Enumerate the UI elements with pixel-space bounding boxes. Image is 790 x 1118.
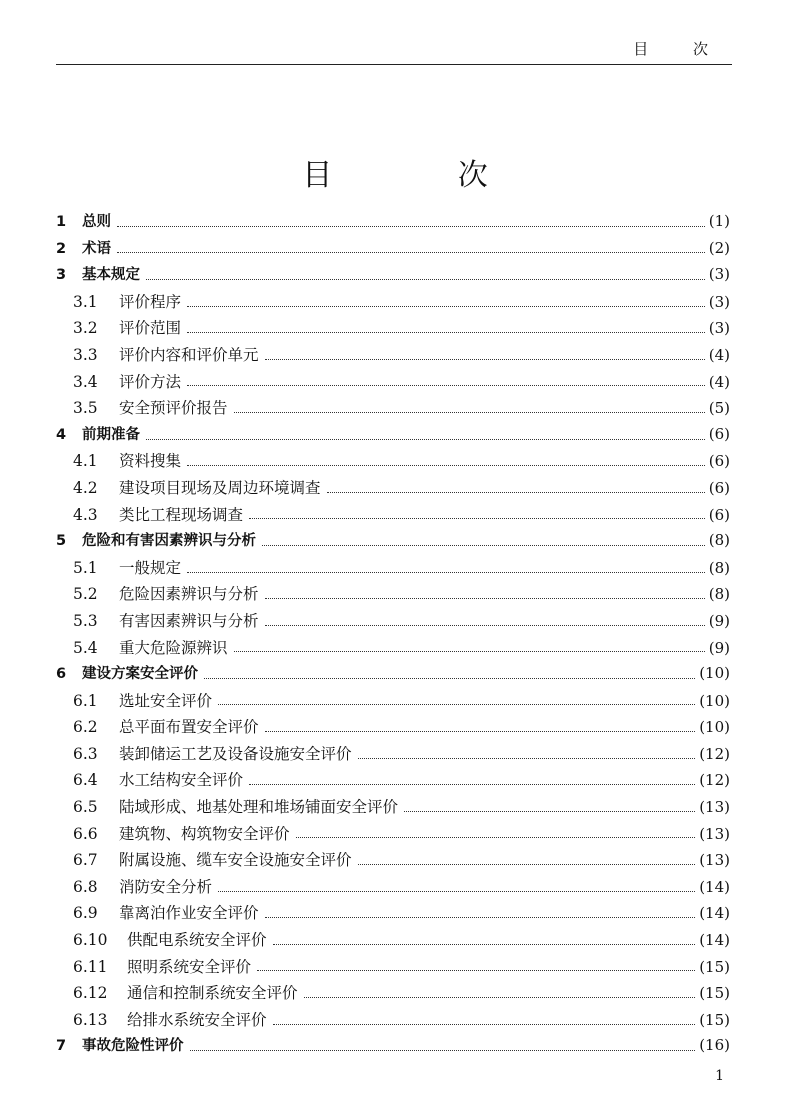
toc-entry-page: (14) <box>699 904 730 923</box>
toc-entry[interactable] <box>56 662 730 689</box>
toc-entry-page: (9) <box>708 638 730 657</box>
toc-entry-number: 3.3 <box>73 345 98 364</box>
toc-entry-page: (8) <box>708 585 730 604</box>
toc-entry-page: (13) <box>699 824 730 843</box>
toc-entry-page: (5) <box>708 399 730 418</box>
toc-entry-number: 6.13 <box>73 1010 108 1029</box>
toc-entry[interactable] <box>56 848 730 875</box>
toc-entry[interactable] <box>56 742 730 769</box>
toc-entry[interactable] <box>56 955 730 982</box>
toc-entry-number: 6.3 <box>73 744 98 763</box>
toc-entry-number: 6.7 <box>73 851 98 870</box>
toc-entry-label: 总则 <box>82 214 111 230</box>
dot-leader <box>265 731 696 732</box>
dot-leader <box>234 651 705 652</box>
toc-entry-page: (8) <box>708 558 730 577</box>
toc-entry[interactable] <box>56 1034 730 1061</box>
table-of-contents <box>56 210 730 1061</box>
toc-entry-page: (6) <box>708 424 730 443</box>
dot-leader <box>190 1050 696 1051</box>
toc-entry-page: (14) <box>699 931 730 950</box>
dot-leader <box>265 359 705 360</box>
toc-entry[interactable] <box>56 476 730 503</box>
toc-entry-label: 水工结构安全评价 <box>119 771 244 790</box>
toc-entry-number: 6.1 <box>73 691 98 710</box>
toc-entry-page: (13) <box>699 798 730 817</box>
toc-entry-label: 装卸储运工艺及设备设施安全评价 <box>119 744 352 763</box>
dot-leader <box>273 1024 696 1025</box>
toc-entry-label: 基本规定 <box>82 267 140 284</box>
toc-entry-page: (16) <box>699 1036 730 1055</box>
toc-entry-number: 2 <box>56 240 67 257</box>
dot-leader <box>146 279 705 280</box>
dot-leader <box>262 545 705 546</box>
toc-entry-page: (6) <box>708 478 730 497</box>
toc-entry-label: 评价程序 <box>119 292 182 311</box>
toc-entry[interactable] <box>56 609 730 636</box>
toc-entry-page: (1) <box>708 212 730 230</box>
header-rule <box>56 64 732 65</box>
dot-leader <box>265 598 705 599</box>
toc-entry-number: 3.5 <box>73 399 98 418</box>
toc-entry-number: 3 <box>56 267 67 284</box>
toc-entry-number: 6.5 <box>73 798 98 817</box>
toc-entry-label: 重大危险源辨识 <box>119 638 228 657</box>
toc-entry[interactable] <box>56 290 730 317</box>
toc-entry-number: 4.2 <box>73 478 98 497</box>
toc-entry-page: (15) <box>699 957 730 976</box>
toc-entry-page: (12) <box>699 771 730 790</box>
page-title: 目 次 <box>302 158 546 193</box>
dot-leader <box>273 944 696 945</box>
dot-leader <box>218 704 695 705</box>
dot-leader <box>404 811 695 812</box>
dot-leader <box>187 385 705 386</box>
toc-entry-label: 危险因素辨识与分析 <box>119 585 259 604</box>
toc-entry-page: (15) <box>699 1010 730 1029</box>
toc-entry-page: (6) <box>708 505 730 524</box>
toc-entry-page: (15) <box>699 984 730 1003</box>
toc-entry-number: 5.1 <box>73 558 98 577</box>
toc-entry-label: 选址安全评价 <box>119 691 213 710</box>
toc-entry-page: (3) <box>708 292 730 311</box>
dot-leader <box>249 784 695 785</box>
toc-entry-label: 危险和有害因素辨识与分析 <box>82 533 256 550</box>
page-number: 1 <box>715 1068 724 1084</box>
toc-entry-label: 一般规定 <box>119 558 182 577</box>
toc-entry-label: 建筑物、构筑物安全评价 <box>119 824 290 843</box>
toc-entry-number: 6.4 <box>73 771 98 790</box>
toc-entry-label: 照明系统安全评价 <box>127 957 252 976</box>
toc-entry[interactable] <box>56 449 730 476</box>
toc-entry[interactable] <box>56 503 730 530</box>
dot-leader <box>358 864 696 865</box>
dot-leader <box>117 226 705 227</box>
toc-entry[interactable] <box>56 556 730 583</box>
toc-entry-number: 6.9 <box>73 904 98 923</box>
toc-entry[interactable] <box>56 875 730 902</box>
toc-entry[interactable] <box>56 928 730 955</box>
toc-entry[interactable] <box>56 636 730 663</box>
toc-entry[interactable] <box>56 210 730 237</box>
toc-entry-label: 资料搜集 <box>119 452 182 471</box>
toc-entry-label: 类比工程现场调查 <box>119 505 244 524</box>
dot-leader <box>304 997 696 998</box>
toc-entry-number: 6.8 <box>73 877 98 896</box>
toc-entry-page: (4) <box>708 372 730 391</box>
dot-leader <box>296 837 696 838</box>
toc-entry-label: 评价方法 <box>119 372 182 391</box>
toc-entry-label: 陆域形成、地基处理和堆场铺面安全评价 <box>119 798 399 817</box>
dot-leader <box>257 970 695 971</box>
toc-entry[interactable] <box>56 370 730 397</box>
toc-entry[interactable] <box>56 715 730 742</box>
toc-entry-page: (2) <box>708 238 730 257</box>
toc-entry-label: 通信和控制系统安全评价 <box>127 984 298 1003</box>
dot-leader <box>204 678 695 679</box>
toc-entry-label: 供配电系统安全评价 <box>127 931 267 950</box>
toc-entry-number: 5.2 <box>73 585 98 604</box>
toc-entry[interactable] <box>56 529 730 556</box>
toc-entry-label: 有害因素辨识与分析 <box>119 611 259 630</box>
dot-leader <box>327 492 705 493</box>
dot-leader <box>234 412 705 413</box>
toc-entry-page: (10) <box>699 664 730 683</box>
dot-leader <box>187 572 705 573</box>
toc-entry-label: 建设方案安全评价 <box>82 666 198 683</box>
toc-entry[interactable] <box>56 981 730 1008</box>
toc-entry-number: 7 <box>56 1038 67 1055</box>
dot-leader <box>187 332 705 333</box>
toc-entry-page: (6) <box>708 452 730 471</box>
dot-leader <box>358 758 696 759</box>
toc-entry-page: (9) <box>708 611 730 630</box>
toc-entry[interactable] <box>56 423 730 450</box>
toc-entry-number: 6.10 <box>73 931 108 950</box>
toc-entry[interactable] <box>56 1008 730 1035</box>
dot-leader <box>249 518 705 519</box>
toc-entry-number: 6.12 <box>73 984 108 1003</box>
dot-leader <box>187 465 705 466</box>
toc-entry-number: 4.1 <box>73 452 98 471</box>
toc-entry[interactable] <box>56 689 730 716</box>
toc-entry[interactable] <box>56 795 730 822</box>
toc-entry[interactable] <box>56 343 730 370</box>
toc-entry-page: (3) <box>708 319 730 338</box>
toc-entry-label: 前期准备 <box>82 426 140 443</box>
toc-entry-label: 安全预评价报告 <box>119 399 228 418</box>
toc-entry-page: (14) <box>699 877 730 896</box>
toc-entry-number: 4 <box>56 426 67 443</box>
dot-leader <box>187 306 705 307</box>
toc-entry-label: 建设项目现场及周边环境调查 <box>119 478 321 497</box>
toc-entry-number: 6.11 <box>73 957 108 976</box>
toc-entry-number: 6.2 <box>73 718 98 737</box>
toc-entry-page: (12) <box>699 744 730 763</box>
toc-entry-label: 总平面布置安全评价 <box>119 718 259 737</box>
toc-entry-page: (13) <box>699 851 730 870</box>
toc-entry-label: 评价范围 <box>119 319 182 338</box>
toc-entry-number: 3.1 <box>73 292 98 311</box>
toc-entry-number: 3.2 <box>73 319 98 338</box>
toc-entry-number: 6.6 <box>73 824 98 843</box>
dot-leader <box>117 252 705 253</box>
toc-entry[interactable] <box>56 901 730 928</box>
toc-entry-label: 靠离泊作业安全评价 <box>119 904 259 923</box>
dot-leader <box>146 439 705 440</box>
toc-entry-number: 4.3 <box>73 505 98 524</box>
toc-entry-page: (4) <box>708 345 730 364</box>
toc-entry[interactable] <box>56 396 730 423</box>
toc-entry-number: 5 <box>56 533 67 550</box>
toc-entry-label: 术语 <box>82 240 111 257</box>
running-header: 目 次 <box>633 40 728 58</box>
toc-entry[interactable] <box>56 822 730 849</box>
toc-entry[interactable] <box>56 582 730 609</box>
dot-leader <box>265 625 705 626</box>
toc-entry-label: 评价内容和评价单元 <box>119 345 259 364</box>
toc-entry[interactable] <box>56 768 730 795</box>
toc-entry[interactable] <box>56 263 730 290</box>
toc-entry[interactable] <box>56 237 730 264</box>
dot-leader <box>218 891 695 892</box>
toc-entry-number: 5.3 <box>73 611 98 630</box>
toc-entry-page: (10) <box>699 691 730 710</box>
toc-entry-label: 消防安全分析 <box>119 877 213 896</box>
toc-entry-page: (3) <box>708 265 730 284</box>
toc-entry-number: 5.4 <box>73 638 98 657</box>
toc-entry-page: (8) <box>708 531 730 550</box>
toc-entry[interactable] <box>56 316 730 343</box>
toc-entry-number: 1 <box>56 214 67 230</box>
toc-entry-page: (10) <box>699 718 730 737</box>
toc-entry-label: 给排水系统安全评价 <box>127 1010 267 1029</box>
toc-entry-number: 6 <box>56 666 67 683</box>
dot-leader <box>265 917 696 918</box>
toc-entry-label: 附属设施、缆车安全设施安全评价 <box>119 851 352 870</box>
toc-entry-label: 事故危险性评价 <box>82 1038 184 1055</box>
toc-entry-number: 3.4 <box>73 372 98 391</box>
